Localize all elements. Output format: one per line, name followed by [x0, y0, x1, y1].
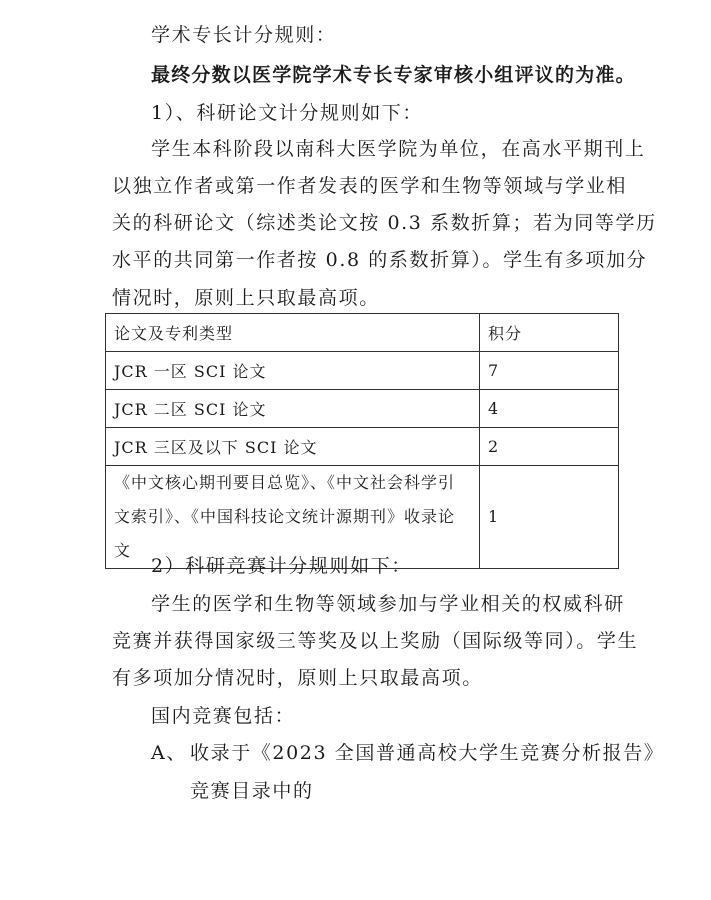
table-cell-type: 《中文核心期刊要目总览》、《中文社会科学引文索引》、《中国科技论文统计源期刊》收录论文 — [106, 466, 480, 569]
table-row — [106, 390, 619, 428]
table-cell-score: 1 — [480, 466, 619, 569]
table-header-score: 积分 — [480, 314, 619, 352]
paper-para-line: 水平的共同第一作者按 0.8 的系数折算）。学生有多项加分 — [112, 249, 648, 271]
paper-para-line: 学生本科阶段以南科大医学院为单位，在高水平期刊上 — [151, 138, 646, 160]
table-cell-score: 2 — [480, 428, 619, 466]
table-row — [106, 428, 619, 466]
summary-statement: 最终分数以医学院学术专长专家审核小组评议的为准。 — [151, 64, 636, 86]
section-heading: 学术专长计分规则： — [151, 24, 337, 46]
item-a-marker: A、 — [151, 742, 187, 764]
table-row — [106, 352, 619, 390]
table-header-type: 论文及专利类型 — [106, 314, 480, 352]
competition-para-line: 竞赛并获得国家级三等奖及以上奖励（国际级等同）。学生 — [112, 630, 639, 652]
table-cell-score: 7 — [480, 352, 619, 390]
table-cell-score: 4 — [480, 390, 619, 428]
competition-para-line: 有多项加分情况时，原则上只取最高项。 — [112, 667, 483, 689]
table-header-row — [106, 314, 619, 352]
paper-para-line: 关的科研论文（综述类论文按 0.3 系数折算；若为同等学历 — [112, 212, 657, 234]
score-table — [105, 313, 619, 569]
item-a-continuation: 竞赛目录中的 — [190, 780, 314, 802]
table-cell-type: JCR 三区及以下 SCI 论文 — [106, 428, 480, 466]
item-a-text: 收录于《2023 全国普通高校大学生竞赛分析报告》 — [190, 742, 665, 764]
competition-para-line: 学生的医学和生物等领域参加与学业相关的权威科研 — [151, 593, 625, 615]
paper-para-line: 情况时，原则上只取最高项。 — [112, 287, 380, 309]
competition-rules-title: 2）科研竞赛计分规则如下： — [151, 555, 412, 577]
paper-rules-title: 1）、科研论文计分规则如下： — [151, 102, 423, 124]
paper-para-line: 以独立作者或第一作者发表的医学和生物等领域与学业相 — [112, 175, 628, 197]
table-cell-type: JCR 二区 SCI 论文 — [106, 390, 480, 428]
domestic-intro: 国内竞赛包括： — [151, 705, 296, 727]
table-cell-type: JCR 一区 SCI 论文 — [106, 352, 480, 390]
